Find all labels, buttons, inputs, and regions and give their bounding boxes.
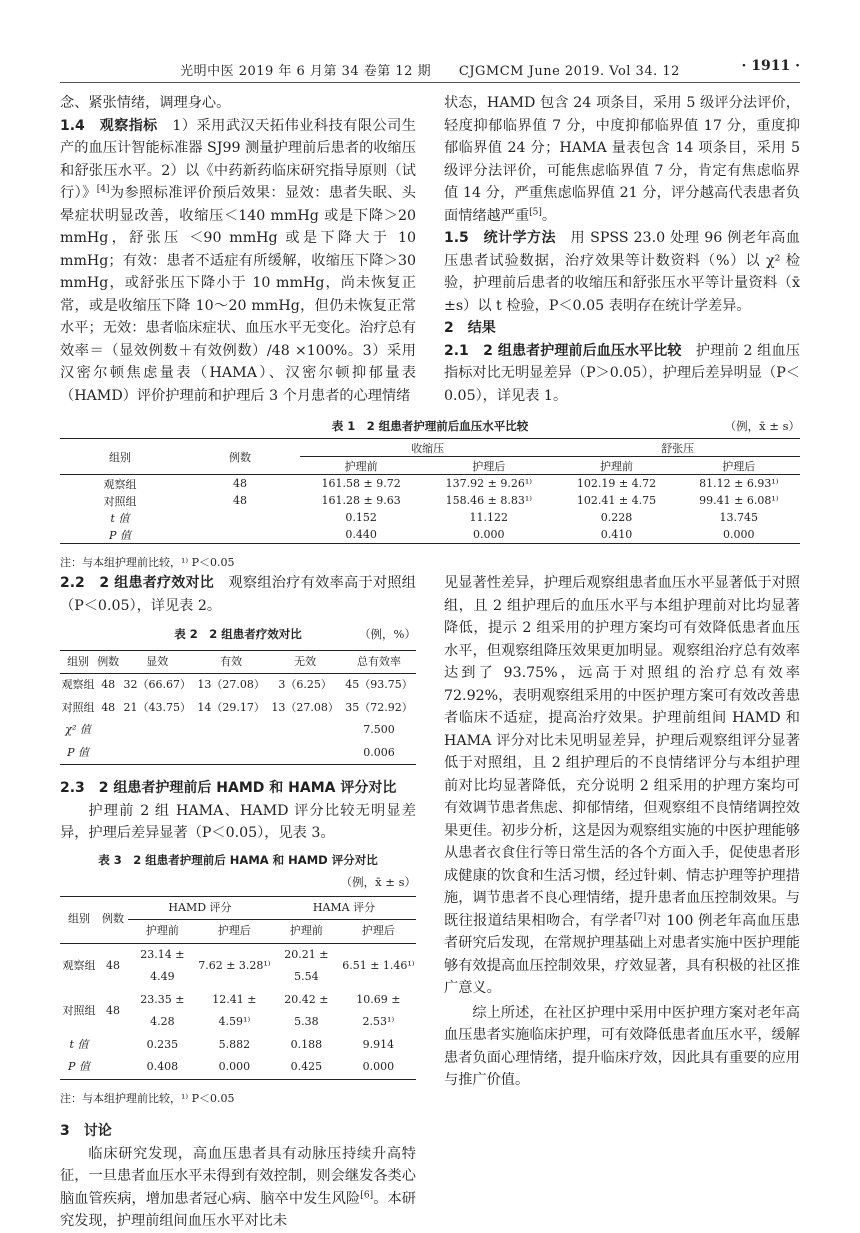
table-cell: 0.000: [362, 1060, 395, 1073]
paragraph-continuation: 念、紧张情绪，调理身心。: [60, 95, 231, 111]
table-3-header-hama: HAMA 评分: [272, 896, 416, 920]
journal-en: CJGMCM June 2019. Vol 34. 12: [458, 64, 680, 79]
table-2-title: 表 2 2 组患者疗效对比: [174, 627, 302, 641]
table-row: [60, 492, 800, 509]
table-cell: 13（27.08）: [197, 678, 265, 691]
left-column-top: [60, 92, 416, 407]
table-1-header-group: 组别: [60, 439, 180, 475]
section-1-4-body-2: 为参照标准评价预后效果：显效：患者失眠、头晕症状明显改善，收缩压＜140 mmHg 或是下降＞20 mmHg，舒张压 ＜90 mmHg 或是下降大于 10 mmHg；有效：患者不适症有所缓解，收缩压下降＞30 mmHg，或舒张压下降小于 10 mmHg，尚未恢复正常，或是收缩压下降 10～20 mmHg，但仍未恢复正常水平；无效：患者临床症状、血压水平无变化。治疗总有效率＝（显效例数＋有效例数）/48 ×100%。3）采用汉密尔顿焦虑量表（HAMA）、汉密尔顿抑郁量表（HAMD）评价护理前和护理后 3 个月患者的心理情绪: [60, 185, 416, 404]
discussion-text: 见显著性差异，护理后观察组患者血压水平显著低于对照组，且 2 组护理后的血压水平与本组护理前对比均显著降低，提示 2 组采用的护理方案均可有效降低患者血压水平，但观察组降压效果更加明显。观察组治疗总有效率达到了 93.75%，远高于对照组的治疗总有效率 72.92%，表明观察组采用的中医护理方案可有效改善患者临床不适症，提高治疗效果。护理前组间 HAMD 和 HAMA 评分对比未见明显差异，护理后观察组评分显著低于对照组，且 2 组护理后的不良情绪评分与本组护理前对比均显著降低，充分说明 2 组采用的护理方案均可有效调节患者焦虑、抑郁情绪，但观察组不良情绪调控效果更佳。初步分析，这是因为观察组实施的中医护理能够从患者衣食住行等日常生活的各个方面入手，促使患者形成健康的饮食和生活习惯，经过针刺、情志护理等护理措施，调节患者不良心理情绪，提升患者血压控制效果。与既往报道结果相吻合，有学者: [444, 575, 800, 929]
table-cell: 6.51 ± 1.46¹⁾: [342, 958, 415, 972]
section-3-text: 临床研究发现，高血压患者具有动脉压持续升高特征，一旦患者血压水平未得到有效控制，则会继发各类心脑血管疾病，增加患者冠心病、脑卒中发生风险: [60, 1145, 416, 1207]
table-cell: 对照组: [103, 494, 137, 508]
paragraph-hamd-hama: [444, 92, 800, 227]
citation-4[interactable]: [4]: [96, 184, 110, 195]
table-2-block: [60, 623, 416, 765]
table-cell: 5.882: [218, 1037, 251, 1051]
table-cell: P 值: [67, 745, 90, 759]
table-cell: 12.41 ± 4.59¹⁾: [212, 992, 257, 1028]
section-1-5: [444, 227, 800, 317]
table-cell: 81.12 ± 6.93¹⁾: [699, 477, 779, 490]
table-cell: t 值: [69, 1037, 89, 1051]
table-cell: 158.46 ± 8.83¹⁾: [445, 494, 532, 507]
table-3-header-after: 护理后: [361, 924, 395, 937]
discussion-text-end: 对 100 例老年高血压患者研究后发现，在常规护理基础上对患者实施中医护理能够有效提高血压控制效果，疗效显著，具有积极的社区推广意义。: [444, 912, 800, 996]
table-cell: [180, 526, 300, 544]
table-row: [60, 742, 416, 765]
table-cell: 48: [233, 477, 247, 490]
table-cell: 对照组: [62, 1003, 96, 1017]
table-3-header-hamd: HAMD 评分: [128, 896, 272, 920]
table-row: [60, 526, 800, 544]
table-1-header-sbp: 收缩压: [300, 439, 555, 457]
table-cell: [98, 1034, 128, 1057]
table-1-header-after: 护理后: [722, 459, 756, 473]
table-1-header-before: 护理前: [599, 459, 633, 473]
table-row: [60, 719, 416, 742]
table-3-header-before: 护理前: [145, 924, 179, 937]
section-2-1-title: 2.1 2 组患者护理前后血压水平比较: [444, 342, 682, 359]
table-cell: [268, 742, 342, 765]
table-row: [60, 475, 800, 493]
table-cell: 45（93.75）: [345, 678, 413, 691]
table-3-caption: 表 3 2 组患者护理前后 HAMA 和 HAMD 评分对比: [98, 852, 378, 867]
table-cell: 13.745: [719, 511, 759, 524]
table-cell: 23.35 ± 4.28: [140, 992, 185, 1028]
table-row: [60, 697, 416, 720]
table-1-note: 注：与本组护理前比较，¹⁾ P＜0.05: [60, 556, 235, 569]
table-cell: 3（6.25）: [278, 678, 332, 691]
section-1-4-body: 1）采用武汉天拓伟业科技有限公司生产的血压计智能标准器 SJ99 测量护理前后患者的收缩压和舒张压水平。2）以《中药新药临床研究指导原则（试行）》: [60, 117, 416, 201]
table-cell: 0.235: [146, 1037, 179, 1051]
table-3-header-n: 例数: [98, 896, 128, 943]
table-cell: 161.58 ± 9.72: [321, 477, 401, 490]
citation-6[interactable]: [6]: [360, 1189, 374, 1200]
table-cell: 0.006: [363, 745, 395, 759]
table-cell: 观察组: [103, 477, 137, 491]
table-cell: [120, 719, 194, 742]
table-2-header: 无效: [294, 654, 317, 668]
table-cell: 0.228: [600, 511, 633, 524]
table-cell: 0.188: [290, 1037, 323, 1051]
section-2-1-body: 护理前 2 组血压指标对比无明显差异（P＞0.05），护理后差异明显（P＜0.05），详见表 1。: [444, 342, 800, 404]
table-row: [60, 1056, 416, 1079]
table-cell: 32（66.67）: [123, 678, 191, 691]
section-2-2-body: 观察组治疗有效率高于对照组（P＜0.05），详见表 2。: [60, 575, 416, 614]
table-2-header: 有效: [220, 654, 243, 668]
table-2-unit: （例，%）: [359, 627, 416, 641]
table-1-unit: （例，x̄ ± s）: [724, 419, 800, 433]
table-cell: [98, 1056, 128, 1079]
section-2-1: [444, 340, 800, 408]
table-cell: [96, 742, 120, 765]
table-cell: 0.000: [473, 528, 505, 541]
table-1-header-dbp: 舒张压: [555, 439, 800, 457]
citation-7[interactable]: [7]: [633, 911, 647, 922]
section-3-text-end: 。本研究发现，护理前组间血压水平对比未: [60, 1190, 416, 1229]
table-cell: [194, 742, 268, 765]
table-cell: 35（72.92）: [345, 700, 413, 714]
paragraph-hamd-text: 状态，HAMD 包含 24 项条目，采用 5 级评分法评价，轻度抑郁临界值 7 分，中度抑郁临界值 17 分，重度抑郁临界值 24 分；HAMA 量表包含 14 项条目，采用 5 级评分法评价，可能焦虑临界值 7 分，肯定有焦虑临界值 14 分，严重焦虑临界值 21 分，评分越高代表患者负面情绪越严重: [444, 95, 800, 224]
table-1-title: 表 1 2 组患者护理前后血压水平比较: [331, 419, 529, 433]
table-cell: 48: [106, 1003, 120, 1017]
table-row: [60, 509, 800, 526]
table-2-caption: [60, 623, 416, 646]
section-1-4-title: 1.4 观察指标: [60, 117, 158, 134]
table-row: [60, 989, 416, 1034]
table-cell: 11.122: [469, 511, 509, 524]
table-cell: [268, 719, 342, 742]
section-1-4: [60, 115, 416, 408]
table-row: [60, 1034, 416, 1057]
table-cell: [120, 742, 194, 765]
table-1-header-after: 护理后: [472, 459, 506, 473]
table-cell: 对照组: [61, 700, 95, 714]
page-number: · 1911 ·: [741, 58, 800, 74]
table-cell: 0.000: [723, 528, 755, 541]
table-1-header-n: 例数: [180, 439, 300, 475]
journal-line: [60, 60, 800, 79]
table-3-note: 注：与本组护理前比较，¹⁾ P＜0.05: [60, 1091, 235, 1105]
table-cell: 102.41 ± 4.75: [576, 494, 657, 507]
table-cell: 0.410: [600, 528, 633, 541]
conclusion-paragraph: 综上所述，在社区护理中采用中医护理方案对老年高血压患者实施临床护理，可有效降低患者血压水平，缓解患者负面心理情绪，提升临床疗效，因此具有重要的应用与推广价值。: [444, 1004, 800, 1088]
table-cell: 0.000: [218, 1060, 251, 1073]
table-cell: [180, 509, 300, 526]
table-cell: 20.21 ± 5.54: [284, 947, 329, 983]
table-cell: 48: [101, 678, 116, 691]
table-1-caption: [60, 418, 800, 434]
table-cell: 13（27.08）: [271, 700, 339, 714]
table-cell: 102.19 ± 4.72: [576, 477, 657, 490]
table-cell: 48: [106, 958, 120, 972]
table-cell: t 值: [110, 511, 130, 525]
table-cell: 0.425: [290, 1060, 323, 1073]
table-cell: 137.92 ± 9.26¹⁾: [445, 477, 532, 490]
table-cell: 7.500: [363, 723, 395, 736]
table-cell: 0.440: [345, 528, 377, 541]
table-cell: 161.28 ± 9.63: [321, 494, 401, 507]
citation-5[interactable]: [5]: [529, 206, 542, 217]
journal-cn: 光明中医 2019 年 6 月第 34 卷第 12 期: [180, 64, 432, 79]
table-cell: [96, 719, 120, 742]
table-cell: P 值: [68, 1060, 90, 1073]
table-row: [60, 943, 416, 989]
table-cell: 观察组: [62, 958, 96, 972]
table-cell: 99.41 ± 6.08¹⁾: [699, 494, 779, 507]
table-cell: [194, 719, 268, 742]
section-1-5-body: 用 SPSS 23.0 处理 96 例老年高血压患者试验数据，治疗效果等计数资料（%）以 χ² 检验，护理前后患者的收缩压和舒张压水平等计量资料（x̄ ±s）以 t 检验，P＜0.05 表明存在统计学差异。: [444, 230, 800, 314]
table-cell: 10.69 ± 2.53¹⁾: [356, 992, 401, 1028]
section-2-title: 2 结果: [444, 320, 496, 336]
table-cell: 0.152: [345, 511, 377, 524]
table-1-header-before: 护理前: [344, 459, 378, 473]
table-row: [60, 674, 416, 697]
table-cell: 21（43.75）: [123, 700, 191, 714]
table-cell: P 值: [109, 528, 131, 542]
table-2-header: 例数: [97, 654, 120, 668]
table-2-header: 组别: [67, 654, 90, 668]
table-cell: 观察组: [61, 678, 95, 691]
right-column-top: [444, 92, 800, 407]
section-2-3-title: 2.3 2 组患者护理前后 HAMD 和 HAMA 评分对比: [60, 780, 397, 796]
section-2-2-title: 2.2 2 组患者疗效对比: [60, 575, 214, 591]
table-3: [60, 896, 416, 1080]
table-3-header-before: 护理前: [289, 924, 323, 937]
table-3-header-group: 组别: [60, 896, 98, 943]
table-cell: 23.14 ± 4.49: [140, 947, 185, 983]
section-1-5-title: 1.5 统计学方法: [444, 230, 556, 246]
table-cell: 20.42 ± 5.38: [284, 992, 329, 1028]
paragraph-end: 。: [541, 207, 557, 224]
left-column-bottom: [60, 572, 416, 1233]
table-cell: 14（29.17）: [197, 700, 265, 714]
right-column-bottom: [444, 572, 800, 1092]
table-cell: 48: [233, 494, 247, 507]
discussion-paragraph-2: [444, 572, 800, 1000]
table-2-header: 显效: [146, 654, 169, 668]
table-1: [60, 438, 800, 544]
table-2: [60, 650, 416, 766]
section-3-paragraph-1: [60, 1143, 416, 1233]
table-3-header-after: 护理后: [217, 924, 251, 937]
table-1-block: [60, 418, 800, 570]
table-3-block: [60, 849, 416, 1111]
table-cell: 9.914: [362, 1037, 395, 1051]
table-cell: 0.408: [146, 1060, 179, 1073]
table-cell: 7.62 ± 3.28¹⁾: [198, 958, 271, 972]
table-cell: χ² 值: [65, 723, 91, 736]
table-3-unit: （例，x̄ ± s）: [340, 875, 416, 889]
section-2-2: [60, 572, 416, 617]
section-3-title: 3 讨论: [60, 1123, 112, 1139]
running-header: [60, 58, 800, 83]
table-cell: 48: [101, 700, 116, 714]
table-2-header: 总有效率: [357, 654, 402, 668]
section-2-3-body: 护理前 2 组 HAMA、HAMD 评分比较无明显差异，护理后差异显著（P＜0.05），见表 3。: [60, 802, 416, 841]
